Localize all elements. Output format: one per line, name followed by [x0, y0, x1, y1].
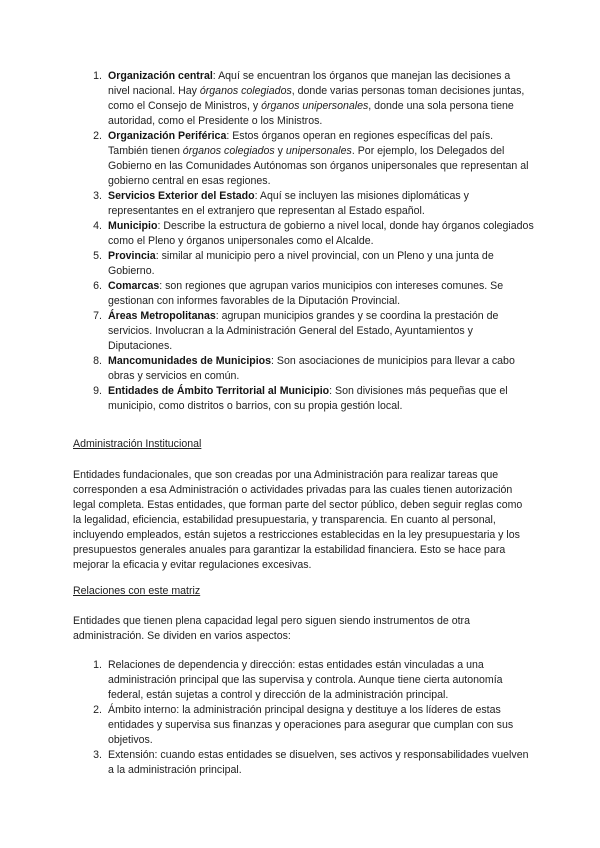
item-text: : Aquí se encuentran los órganos que manejan las decisiones a nivel nacional. Hay — [108, 70, 511, 97]
paragraph-relaciones: Entidades que tienen plena capacidad legal pero siguen siendo instrumentos de otra administración. Se dividen en varios aspectos: — [73, 615, 470, 642]
item-text: : agrupan municipios grandes y se coordina la prestación de servicios. Involucran a la Administración General del Estado, Ayuntamientos y Diputaciones. — [108, 310, 499, 352]
item-term: Organización central — [108, 70, 213, 82]
item-text-italic: órganos unipersonales — [261, 100, 369, 112]
item-text-italic: órganos colegiados — [182, 145, 275, 157]
item-number: 1. — [93, 70, 102, 82]
list-item — [84, 748, 534, 778]
item-term: Áreas Metropolitanas — [108, 310, 216, 322]
item-text: Relaciones de dependencia y dirección: estas entidades están vinculadas a una administración principal que las supervisa y controla. Aunque tiene cierta autonomía federal, están sujetas a control y dirección de la administración principal. — [108, 659, 503, 701]
list-item — [84, 703, 534, 748]
section-heading-relaciones: Relaciones con este matriz — [73, 585, 201, 597]
item-number: 2. — [93, 130, 102, 142]
item-number: 7. — [93, 310, 102, 322]
item-text: Ámbito interno: la administración principal designa y destituye a los líderes de estas entidades y supervisa sus finanzas y operaciones para asegurar que cumplan con sus objetivos. — [108, 704, 514, 746]
item-text: . Por ejemplo, los Delegados del Gobierno en las Comunidades Autónomas son órganos unipersonales que representan al gobierno central en esas regiones. — [108, 145, 529, 187]
item-text: , donde una sola persona tiene autoridad, como el Presidente o los Ministros. — [108, 100, 514, 127]
item-term: Comarcas — [108, 280, 160, 292]
list-item — [84, 219, 534, 249]
item-number: 3. — [93, 749, 102, 761]
item-term: Entidades de Ámbito Territorial al Municipio — [108, 385, 330, 397]
list-item — [84, 309, 534, 354]
list-item — [84, 69, 534, 129]
list-item — [84, 249, 534, 279]
item-term: Municipio — [108, 220, 158, 232]
paragraph-institucional: Entidades fundacionales, que son creadas por una Administración para realizar tareas que corresponden a esa Administración o actividades privadas para las cuales tienen autorización legal completa. Estas entidades, que forman parte del sector público, deben seguir reglas como la legalidad, eficiencia, estabilidad presupuestaria, y transparencia. En cuanto al personal, incluyendo empleados, están sujetos a restricciones establecidas en la ley presupuestaria y los presupuestos generales anuales para garantizar la estabilidad financiera. Esto se hace para mejorar la eficacia y evitar regulaciones excesivas. — [73, 469, 523, 571]
item-text: y — [274, 145, 286, 157]
list-item — [84, 189, 534, 219]
item-number: 8. — [93, 355, 102, 367]
item-text: : similar al municipio pero a nivel provincial, con un Pleno y una junta de Gobierno. — [108, 250, 494, 277]
item-term: Mancomunidades de Municipios — [108, 355, 272, 367]
item-text: Extensión: cuando estas entidades se disuelven, ses activos y responsabilidades vuelven a la administración principal. — [108, 749, 529, 776]
list-item — [84, 658, 534, 703]
list-item — [84, 384, 534, 414]
item-number: 9. — [93, 385, 102, 397]
item-number: 1. — [93, 659, 102, 671]
item-text: : Son divisiones más pequeñas que el municipio, como distritos o barrios, con su propia gestión local. — [108, 385, 508, 412]
item-number: 3. — [93, 190, 102, 202]
item-text-italic: unipersonales — [285, 145, 352, 157]
section-heading-institucional: Administración Institucional — [73, 438, 202, 450]
item-text: : Aquí se incluyen las misiones diplomáticas y representantes en el extranjero que representan al Estado español. — [108, 190, 469, 217]
item-text-italic: órganos colegiados — [199, 85, 292, 97]
item-number: 5. — [93, 250, 102, 262]
item-number: 2. — [93, 704, 102, 716]
item-term: Provincia — [108, 250, 156, 262]
aspects-list — [84, 658, 534, 778]
item-text: : Son asociaciones de municipios para llevar a cabo obras y servicios en común. — [108, 355, 515, 382]
item-text: : Estos órganos operan en regiones específicas del país. También tienen — [108, 130, 494, 157]
territorial-organization-list — [84, 69, 534, 414]
list-item — [84, 354, 534, 384]
item-term: Servicios Exterior del Estado — [108, 190, 255, 202]
item-number: 4. — [93, 220, 102, 232]
item-text: , donde varias personas toman decisiones juntas, como el Consejo de Ministros, y — [108, 85, 525, 112]
item-term: Organización Periférica — [108, 130, 227, 142]
item-number: 6. — [93, 280, 102, 292]
item-text: : son regiones que agrupan varios municipios con intereses comunes. Se gestionan con informes favorables de la Diputación Provincial. — [108, 280, 504, 307]
list-item — [84, 129, 534, 189]
list-item — [84, 279, 534, 309]
item-text: : Describe la estructura de gobierno a nivel local, donde hay órganos colegiados como el Pleno y órganos unipersonales como el Alcalde. — [108, 220, 534, 247]
